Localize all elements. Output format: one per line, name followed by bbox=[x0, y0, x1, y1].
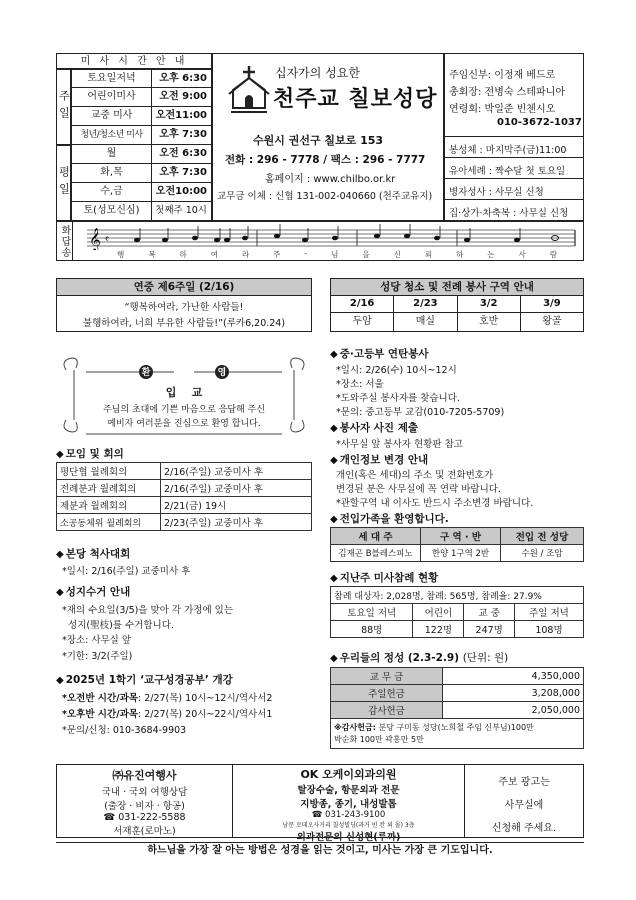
mass-name: 교중 미사 bbox=[72, 107, 152, 125]
church-homepage[interactable]: 홈페이지 : www.chilbo.or.kr bbox=[265, 174, 396, 185]
table-row bbox=[57, 463, 312, 480]
clinic-line: 지방종, 종기, 내성발톱 bbox=[300, 799, 397, 810]
offering-name: 감사헌금 bbox=[331, 702, 443, 719]
table-cell: 247명 bbox=[464, 621, 515, 638]
column-header: 세 대 주 bbox=[331, 528, 421, 545]
study-line bbox=[62, 690, 272, 704]
palm-title-text: 성지수거 안내 bbox=[65, 586, 131, 598]
mass-name: 수,금 bbox=[72, 183, 152, 201]
table-row bbox=[331, 668, 584, 685]
attendance-summary: 참례 대상자: 2,028명, 참례: 565명, 참례율: 27.9% bbox=[331, 587, 584, 604]
church-name: 천주교 칠보성당 bbox=[273, 87, 438, 112]
church-account: 교무금 이체 : 신협 131-002-040660 (천주교유지) bbox=[217, 191, 433, 202]
welcome-line: 예비자 여러분을 진심으로 환영 합니다. bbox=[107, 419, 261, 429]
pastor: 주임신부: 이정재 베드로 bbox=[449, 70, 556, 81]
notice-line: 봉성체 : 마지막주(금)11:00 bbox=[449, 145, 567, 156]
table-cell: 한양 1구역 2반 bbox=[421, 545, 501, 562]
cleaning-date: 3/9 bbox=[543, 298, 561, 309]
hymn-syllable: 는 bbox=[487, 250, 495, 259]
meetings-title: ◆ 모임 및 회의 bbox=[56, 448, 124, 460]
hymn-syllable: 주 bbox=[273, 250, 281, 259]
cleaning-date: 3/2 bbox=[458, 296, 521, 312]
palm-line: *재의 수요일(3/5)을 맞아 각 가정에 있는 bbox=[62, 605, 234, 616]
contact-phone: 010-3672-1037 bbox=[497, 117, 582, 128]
photo-title-text: 봉사자 사진 제출 bbox=[339, 422, 419, 434]
hymn-syllable: 라 bbox=[241, 250, 250, 259]
offering-unit: (단위: 원) bbox=[462, 652, 509, 664]
welcome-banner bbox=[56, 350, 312, 440]
welcome-char-left: 환 bbox=[141, 368, 151, 378]
hymn-syllable: 뢰 bbox=[424, 250, 433, 259]
meeting-when: 2/16(주일) 교중미사 후 bbox=[161, 463, 312, 480]
travel-line: (출장 · 비자 · 항공) bbox=[104, 801, 185, 812]
promo-line: 신청해 주세요. bbox=[491, 823, 557, 834]
column-header: 구 역 · 반 bbox=[421, 528, 501, 545]
mass-row bbox=[71, 164, 212, 183]
mass-row bbox=[71, 126, 212, 145]
clinic-doctor: 외과전문의 신성현(루까) bbox=[296, 832, 401, 843]
meeting-when: 2/23(주일) 교중미사 후 bbox=[161, 514, 312, 531]
travel-line: 국내 · 국외 여행상담 bbox=[101, 787, 188, 798]
promo-ad bbox=[465, 765, 583, 837]
table-cell: 88명 bbox=[331, 621, 413, 638]
thanks-line: 박순화 100만 곽홍만 5만 bbox=[334, 734, 424, 744]
table-cell: 김재곤 B블레스피노 bbox=[331, 545, 421, 562]
column-header: 주일 저녁 bbox=[515, 604, 584, 621]
column-header: 토요일 저녁 bbox=[331, 604, 413, 621]
cleaning-area: 호반 bbox=[458, 313, 521, 331]
clinic-phone-text: 031-243-9100 bbox=[325, 810, 386, 820]
table-header-row bbox=[331, 604, 584, 621]
table-cell: 수원 / 조암 bbox=[501, 545, 584, 562]
table-cell: 122명 bbox=[413, 621, 464, 638]
offering-name: 교 무 금 bbox=[331, 668, 443, 685]
clinic-ad bbox=[233, 765, 465, 843]
study-line bbox=[62, 706, 272, 720]
study-title-text: 2025년 1학기 ‘교구성경공부’ 개강 bbox=[65, 674, 233, 686]
attendance-table bbox=[330, 586, 584, 638]
offering-period: (2.3-2.9) bbox=[407, 652, 460, 664]
clinic-phone bbox=[233, 810, 464, 820]
photo-line: *사무실 앞 봉사자 현황판 참고 bbox=[336, 439, 463, 450]
mass-time: 오전 6:30 bbox=[159, 148, 207, 159]
welcome-title: 입 교 bbox=[165, 386, 203, 399]
mass-time: 오후 7:30 bbox=[159, 129, 207, 140]
hymn-syllable: 신 bbox=[393, 250, 401, 259]
youth-line: *문의: 중고등부 교감(010-7205-5709) bbox=[336, 407, 505, 418]
sunday-title: 연중 제6주일 (2/16) bbox=[57, 279, 311, 296]
meeting-name: 제분과 월례회의 bbox=[57, 497, 161, 514]
cleaning-date: 2/23 bbox=[394, 296, 457, 312]
offering-amount: 4,350,000 bbox=[443, 668, 584, 685]
meeting-name: 소공동체위 월례회의 bbox=[57, 514, 161, 531]
thanks-cell bbox=[331, 719, 584, 749]
study-label: *오후반 시간/과목 bbox=[62, 709, 138, 720]
cleaning-area: 왕골 bbox=[542, 316, 562, 327]
mass-time: 오전 9:00 bbox=[159, 91, 207, 102]
meeting-when: 2/21(금) 19시 bbox=[161, 497, 312, 514]
church-subtitle: 십자가의 성요한 bbox=[275, 66, 360, 80]
promo-line: 사무실에 bbox=[504, 800, 544, 811]
newcomers-title-text: 전입가족을 환영합니다. bbox=[339, 513, 449, 525]
cleaning-area: 두암 bbox=[331, 313, 394, 331]
newcomers-table bbox=[330, 527, 584, 562]
hymn-syllable: 하 bbox=[456, 250, 464, 259]
meeting-when: 2/16(주일) 교중미사 후 bbox=[161, 480, 312, 497]
hymn-box bbox=[56, 221, 584, 261]
cleaning-area: 매실 bbox=[394, 313, 457, 331]
mass-row bbox=[71, 183, 212, 202]
table-header-row bbox=[331, 528, 584, 545]
notice-line: 집·상가·차축복 : 사무실 신청 bbox=[449, 208, 569, 219]
travel-ad bbox=[57, 765, 233, 837]
mass-name: 어린이미사 bbox=[72, 88, 152, 106]
meetings-table bbox=[56, 462, 312, 531]
svg-text:𝄴: 𝄴 bbox=[105, 235, 110, 245]
church-logo-icon bbox=[227, 64, 271, 114]
travel-name: ㈜유진여행사 bbox=[112, 769, 177, 782]
sunday-label: 주일 bbox=[56, 69, 71, 145]
sunday-verse-box bbox=[56, 278, 312, 332]
staff-box bbox=[444, 53, 584, 221]
clinic-line: 탈장수술, 항문외과 전문 bbox=[297, 785, 400, 796]
verse-line: “행복하여라, 가난한 사람들! bbox=[124, 302, 244, 313]
youth-line: *장소: 서울 bbox=[336, 379, 384, 390]
column-header: 전입 전 성당 bbox=[501, 528, 584, 545]
church-header bbox=[212, 53, 444, 221]
mass-time: 오전10:00 bbox=[155, 186, 207, 197]
mass-row bbox=[71, 107, 212, 126]
table-row bbox=[331, 702, 584, 719]
table-cell: 108명 bbox=[515, 621, 584, 638]
hymn-syllable: 님 bbox=[331, 250, 339, 259]
hymn-syllable: - bbox=[304, 249, 308, 258]
hymn-lyrics bbox=[117, 249, 557, 260]
contact-name: 연령회: 박일준 빈첸시오 bbox=[449, 104, 556, 115]
mass-name: 월 bbox=[72, 145, 152, 163]
palm-line: 성지(聖枝)를 수거합니다. bbox=[62, 620, 174, 631]
youth-title-text: 중·고등부 연탄봉사 bbox=[339, 348, 429, 360]
table-row bbox=[331, 621, 584, 638]
notice-line: 병자성사 : 사무실 신청 bbox=[449, 187, 544, 198]
mass-row bbox=[71, 88, 212, 107]
study-line: *문의/신청: 010-3684-9903 bbox=[62, 725, 187, 736]
column-header: 교 중 bbox=[464, 604, 515, 621]
weekday-label: 평일 bbox=[56, 145, 71, 221]
youth-title: ◆ 중·고등부 연탄봉사 bbox=[330, 348, 429, 360]
mass-name: 화,목 bbox=[72, 164, 152, 182]
mass-time: 오후 7:30 bbox=[159, 167, 207, 178]
mass-name: 토요일저녁 bbox=[72, 70, 152, 87]
mass-schedule-title: 미 사 시 간 안 내 bbox=[56, 53, 212, 69]
mass-name: 청년/청소년 미사 bbox=[72, 126, 152, 144]
newcomers-title: ◆ 전입가족을 환영합니다. bbox=[330, 513, 449, 525]
contest-title-text: 본당 척사대회 bbox=[65, 548, 131, 560]
offering-title-text: 우리들의 정성 bbox=[339, 652, 405, 664]
privacy-title-text: 개인정보 변경 안내 bbox=[339, 454, 429, 466]
privacy-title: ◆ 개인정보 변경 안내 bbox=[330, 454, 429, 466]
table-row bbox=[331, 545, 584, 562]
palm-line: *기한: 3/2(주일) bbox=[62, 651, 133, 662]
promo-line: 주보 광고는 bbox=[498, 777, 550, 788]
offering-amount: 3,208,000 bbox=[443, 685, 584, 702]
offering-name: 주일헌금 bbox=[331, 685, 443, 702]
meeting-name: 전례분과 월례회의 bbox=[57, 480, 161, 497]
youth-line: *도와주실 봉사자를 찾습니다. bbox=[336, 393, 460, 404]
mass-row bbox=[71, 145, 212, 164]
youth-line: *일시: 2/26(수) 10시~12시 bbox=[336, 365, 457, 376]
column-header: 어린이 bbox=[413, 604, 464, 621]
table-row bbox=[331, 587, 584, 604]
mass-time: 첫째주 10시 bbox=[155, 205, 207, 216]
cleaning-title: 성당 청소 및 전례 봉사 구역 안내 bbox=[331, 279, 583, 296]
hymn-syllable: 복 bbox=[148, 250, 156, 259]
attendance-title-text: 지난주 미사참례 현황 bbox=[339, 572, 439, 584]
table-row bbox=[331, 685, 584, 702]
hymn-syllable: 람 bbox=[549, 250, 557, 259]
mass-row bbox=[71, 69, 212, 88]
mass-name: 토(성모신심) bbox=[72, 202, 152, 220]
music-staff bbox=[77, 224, 577, 250]
table-row bbox=[57, 497, 312, 514]
privacy-line: 변경된 분은 사무실에 꼭 연락 바랍니다. bbox=[336, 484, 501, 495]
study-title: ◆ 2025년 1학기 ‘교구성경공부’ 개강 bbox=[56, 674, 233, 686]
meeting-name: 평단협 월례회의 bbox=[57, 463, 161, 480]
thanks-line: 분당 구미동 성당(노희철 주임 신부님)100만 bbox=[378, 722, 534, 732]
cleaning-date: 2/16 bbox=[331, 296, 394, 312]
ads-box bbox=[56, 764, 584, 843]
cleaning-box bbox=[330, 278, 584, 332]
study-label: *오전반 시간/과목 bbox=[62, 693, 138, 704]
clinic-addr: 남문 로데오사거리 칠성빌딩(과거 빈 칸 외 몰) 3층 bbox=[282, 822, 415, 829]
offering-table bbox=[330, 667, 584, 749]
hymn-syllable: 여 bbox=[210, 250, 218, 259]
study-text: : 2/27(목) 20시~22시/역사서1 bbox=[137, 709, 273, 720]
travel-owner: 서재훈(로마노) bbox=[113, 826, 176, 837]
hymn-syllable: 행 bbox=[117, 250, 125, 259]
footer-quote: 하느님을 가장 잘 아는 방법은 성경을 읽는 것이고, 미사는 가장 큰 기도입니다. bbox=[56, 842, 584, 858]
phone-icon: ☎ bbox=[311, 810, 326, 820]
mass-time: 오전11:00 bbox=[155, 110, 207, 121]
hymn-label: 화답송 bbox=[57, 222, 73, 260]
hymn-syllable: 을 bbox=[362, 250, 370, 259]
offering-amount: 2,050,000 bbox=[443, 702, 584, 719]
contest-line: *일시: 2/16(주일) 교중미사 후 bbox=[62, 566, 191, 577]
svg-text:𝄞: 𝄞 bbox=[89, 227, 101, 250]
church-address: 수원시 권선구 칠보로 153 bbox=[253, 134, 384, 147]
privacy-line: 개인(혹은 세대)의 주소 및 전화번호가 bbox=[336, 470, 494, 481]
photo-title: ◆ 봉사자 사진 제출 bbox=[330, 422, 419, 434]
privacy-line: *관할구역 내 이사도 반드시 주소변경 바랍니다. bbox=[336, 498, 534, 509]
table-row bbox=[57, 480, 312, 497]
welcome-char-right: 영 bbox=[217, 368, 227, 378]
mass-time: 오후 6:30 bbox=[159, 73, 207, 84]
table-row bbox=[331, 719, 584, 749]
palm-title: ◆ 성지수거 안내 bbox=[56, 586, 131, 598]
palm-line: *장소: 사무실 앞 bbox=[62, 635, 132, 646]
thanks-label: ※감사헌금: bbox=[334, 722, 376, 732]
phone-icon: ☎ bbox=[103, 812, 119, 823]
meetings-title-text: 모임 및 회의 bbox=[65, 448, 124, 460]
verse-line: 불행하여라, 너희 부유한 사람들!”(루카6,20.24) bbox=[82, 318, 286, 329]
contest-title: ◆ 본당 척사대회 bbox=[56, 548, 131, 560]
travel-phone bbox=[57, 812, 232, 823]
welcome-line: 주님의 초대에 기쁜 마음으로 응답해 주신 bbox=[102, 405, 266, 415]
hymn-syllable: 하 bbox=[179, 250, 187, 259]
notice-line: 유아세례 : 짝수달 첫 토요일 bbox=[449, 166, 566, 177]
mass-row bbox=[71, 202, 212, 221]
travel-phone-text: 031-222-5588 bbox=[118, 812, 186, 823]
president: 총회장: 전병숙 스테파니아 bbox=[449, 87, 565, 98]
hymn-syllable: 사 bbox=[518, 250, 526, 259]
offering-title: ◆ 우리들의 정성 (2.3-2.9) (단위: 원) bbox=[330, 652, 509, 664]
church-phone: 전화 : 296 - 7778 / 팩스 : 296 - 7777 bbox=[225, 154, 426, 166]
clinic-name: OK 오케이외과의원 bbox=[300, 768, 397, 781]
study-text: : 2/27(목) 10시~12시/역사서2 bbox=[137, 693, 273, 704]
attendance-title: ◆ 지난주 미사참례 현황 bbox=[330, 572, 439, 584]
table-row bbox=[57, 514, 312, 531]
